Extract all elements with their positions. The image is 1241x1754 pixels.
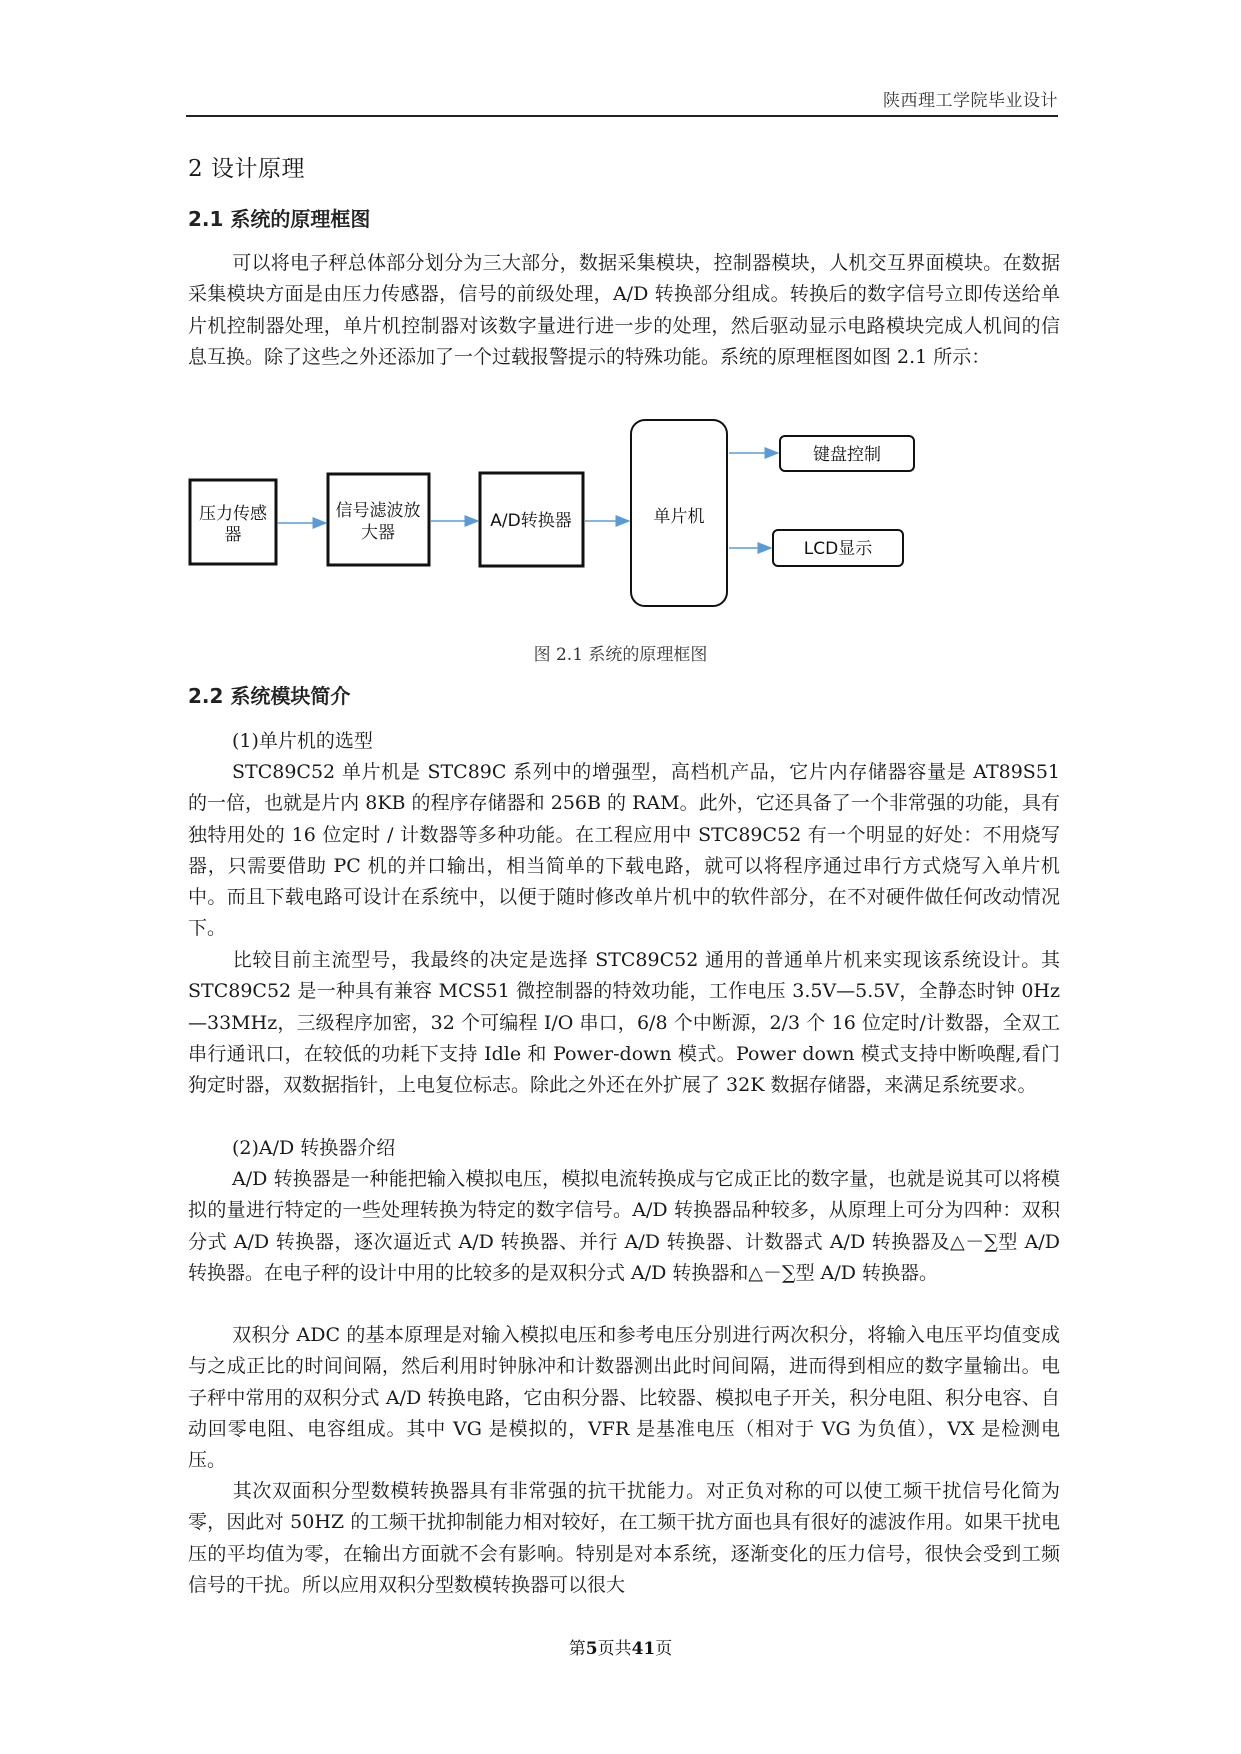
section-heading: 2 设计原理 xyxy=(188,156,305,182)
paragraph-adc-1 xyxy=(188,1164,1060,1289)
paragraph-mcu-2 xyxy=(188,945,1060,1101)
paragraph-2-1-text: 可以将电子秤总体部分划分为三大部分，数据采集模块，控制器模块，人机交互界面模块。在数据采集模块方面是由压力传感器，信号的前级处理，A/D 转换部分组成。转换后的数字信号立即传送给单片机控制器处理，单片机控制器对该数字量进行进一步的处理，然后驱动显示电路模块完成人机间的信息互换。除了这些之外还添加了一个过载报警提示的特殊功能。系统的原理框图如图 2.1 所示： xyxy=(188,252,1060,368)
block-diagram xyxy=(188,418,1068,628)
sub-heading-mcu-selection xyxy=(188,726,1060,757)
sub-heading-mcu-selection-text: (1)单片机的选型 xyxy=(232,730,373,752)
paragraph-mcu-1-text: STC89C52 单片机是 STC89C 系列中的增强型，高档机产品，它片内存储器容量是 AT89S51 的一倍，也就是片内 8KB 的程序存储器和 256B 的 RAM。此外，它还具备了一个非常强的功能，具有独特用处的 16 位定时 / 计数器等多种功能。在工程应用中 STC89C52 有一个明显的好处：不用烧写器，只需要借助 PC 机的并口输出，相当简单的下载电路，就可以将程序通过串行方式烧写入单片机中。而且下载电路可设计在系统中，以便于随时修改单片机中的软件部分，在不对硬件做任何改动情况下。 xyxy=(188,761,1060,940)
adc-label: A/D转换器 xyxy=(490,511,572,531)
mcu-label: 单片机 xyxy=(653,507,705,527)
paragraph-adc-3-text: 其次双面积分型数模转换器具有非常强的抗干扰能力。对正负对称的可以使工频干扰信号化简为零，因此对 50HZ 的工频干扰抑制能力相对较好，在工频干扰方面也具有很好的滤波作用。如果干扰电压的平均值为零，在输出方面就不会有影响。特别是对本系统，逐渐变化的压力信号，很快会受到工频信号的干扰。所以应用双积分型数模转换器可以很大 xyxy=(188,1480,1060,1596)
block-diagram-svg xyxy=(188,418,1068,628)
paragraph-adc-2-text: 双积分 ADC 的基本原理是对输入模拟电压和参考电压分别进行两次积分，将输入电压平均值变成与之成正比的时间间隔，然后利用时钟脉冲和计数器测出此时间间隔，进而得到相应的数字量输出。电子秤中常用的双积分式 A/D 转换电路，它由积分器、比较器、模拟电子开关，积分电阻、积分电容、自动回零电阻、电容组成。其中 VG 是模拟的，VFR 是基准电压（相对于 VG 为负值），VX 是检测电压。 xyxy=(188,1324,1060,1472)
footer-middle: 页共 xyxy=(597,1639,632,1659)
subsection-heading-2-2: 2.2 系统模块简介 xyxy=(188,684,351,708)
footer-prefix: 第 xyxy=(568,1639,586,1659)
header-rule xyxy=(186,115,1058,117)
subsection-heading-2-1: 2.1 系统的原理框图 xyxy=(188,207,371,231)
paragraph-mcu-1 xyxy=(188,757,1060,945)
footer-total-pages: 41 xyxy=(631,1639,656,1659)
filter-label-line1: 信号滤波放 xyxy=(335,501,421,521)
sensor-label-line2: 器 xyxy=(224,525,242,545)
paragraph-adc-1-text: A/D 转换器是一种能把输入模拟电压，模拟电流转换成与它成正比的数字量，也就是说其可以将模拟的量进行特定的一些处理转换为特定的数字信号。A/D 转换器品种较多，从原理上可分为四种：双积分式 A/D 转换器，逐次逼近式 A/D 转换器、并行 A/D 转换器、计数器式 A/D 转换器及△－∑型 A/D 转换器。在电子秤的设计中用的比较多的是双积分式 A/D 转换器和△－∑型 A/D 转换器。 xyxy=(188,1168,1060,1284)
paragraph-adc-2 xyxy=(188,1320,1060,1476)
footer-page-number: 5 xyxy=(585,1639,598,1659)
paragraph-mcu-2-text: 比较目前主流型号，我最终的决定是选择 STC89C52 通用的普通单片机来实现该系统设计。其 STC89C52 是一种具有兼容 MCS51 微控制器的特效功能，工作电压 3.5V—5.5V，全静态时钟 0Hz—33MHz，三级程序加密，32 个可编程 I/O 串口，6/8 个中断源，2/3 个 16 位定时/计数器，全双工串行通讯口，在较低的功耗下支持 Idle 和 Power-down 模式。Power down 模式支持中断唤醒,看门狗定时器，双数据指针，上电复位标志。除此之外还在外扩展了 32K 数据存储器，来满足系统要求。 xyxy=(188,949,1060,1097)
filter-label-line2: 大器 xyxy=(361,523,395,543)
keyboard-label: 键盘控制 xyxy=(813,445,881,465)
footer-suffix: 页 xyxy=(655,1639,673,1659)
page-header-title: 陕西理工学院毕业设计 xyxy=(883,91,1058,111)
paragraph-2-1 xyxy=(188,248,1060,373)
sub-heading-adc-intro-text: (2)A/D 转换器介绍 xyxy=(232,1137,396,1159)
page-footer xyxy=(0,1634,1241,1659)
sub-heading-adc-intro xyxy=(188,1133,1060,1164)
figure-caption: 图 2.1 系统的原理框图 xyxy=(533,645,708,665)
sensor-label-line1: 压力传感 xyxy=(199,504,267,524)
lcd-label: LCD显示 xyxy=(803,539,873,559)
paragraph-adc-3 xyxy=(188,1476,1060,1601)
